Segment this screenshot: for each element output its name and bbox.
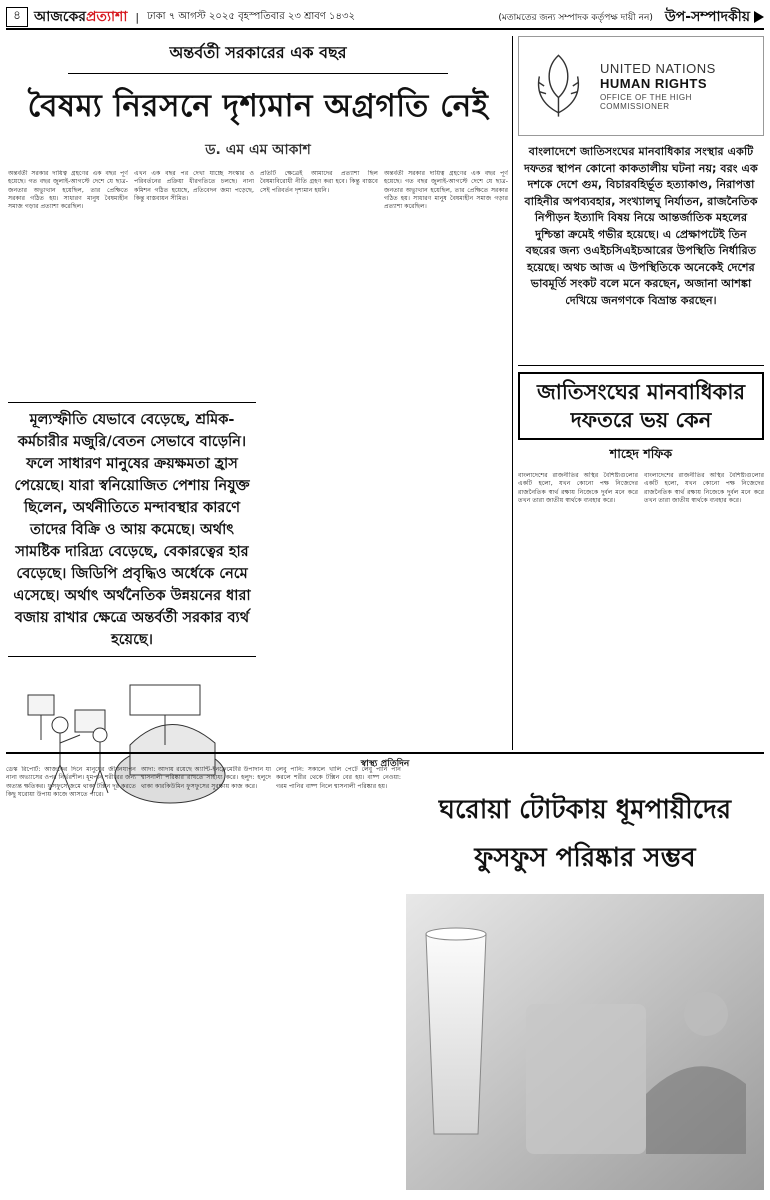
opinion-col-2 (644, 472, 764, 762)
health-headline: ঘরোয়া টোটকায় ধূমপায়ীদের ফুসফুস পরিষ্কার সম্ভব (438, 795, 732, 873)
health-col-2 (141, 766, 271, 1194)
un-logo-line3: OFFICE OF THE HIGH COMMISSIONER (599, 93, 692, 111)
masthead-prefix: আজকের (34, 9, 86, 25)
page-header-bar (6, 6, 764, 30)
masthead-name: প্রত্যাশা (85, 9, 128, 25)
un-logo-line2: HUMAN RIGHTS (599, 76, 708, 91)
opinion-sidebar (518, 36, 764, 750)
health-photo (406, 894, 764, 1190)
article-col4-text: অন্তর্বর্তী সরকার দায়িত্ব গ্রহণের এক বছর পূর্ণ হয়েছে। গত বছর জুলাই-আগস্টে দেশে যে ছাত্র-জনতার অভ্যুত্থান হয়েছিল, তার প্রেক্ষিতে সরকার গঠিত হয়। সাধারণ মানুষ বৈষম্যহীন সমাজ গড়ার প্রত্যাশা করেছিল। (384, 170, 508, 211)
opinion-columns (518, 472, 764, 762)
article-headline: বৈষম্য নিরসনে দৃশ্যমান অগ্রগতি নেই (27, 88, 489, 124)
section-arrow-icon (754, 11, 764, 23)
dateline: ঢাকা ৭ আগস্ট ২০২৫ বৃহস্পতিবার ২৩ শ্রাবণ ১৪৩২ (147, 10, 356, 22)
article-col-2-top (134, 170, 254, 395)
opinion-headline: জাতিসংঘের মানবাধিকার দফতরে ভয় কেন (518, 372, 764, 440)
article-col-4 (384, 170, 508, 770)
health-col2-text: আদা: আদায় রয়েছে অ্যান্টি-ইনফ্লেমেটরি উপাদান যা শ্বাসনালী পরিষ্কার রাখতে সাহায্য করে। হলুদ: হলুদে থাকা কারকিউমিন ফুসফুসের সুরক্ষায় কাজ করে। (141, 766, 271, 790)
health-section-band (6, 752, 764, 769)
health-col-3 (276, 766, 401, 1194)
section-label (665, 5, 764, 29)
newspaper-masthead (34, 5, 127, 29)
article-col3-text: প্রতিটি ক্ষেত্রেই আমাদের প্রত্যাশা ছিল বৈষম্যবিরোধী নীতি গ্রহণ করা হবে। কিন্তু বাস্তবে সেই পরিবর্তন দৃশ্যমান হয়নি। (260, 170, 378, 194)
un-emblem-icon (525, 46, 592, 126)
un-logo-text (600, 61, 757, 111)
article-body-text: অন্তর্বর্তী সরকার দায়িত্ব গ্রহণের এক বছর পূর্ণ হয়েছে। গত বছর জুলাই-আগস্টে দেশে যে ছাত্র-জনতার অভ্যুত্থান হয়েছিল, তার প্রেক্ষিতে সরকার গঠিত হয়। সাধারণ মানুষ বৈষম্যহীন সমাজ গড়ার প্রত্যাশা করেছিল। (8, 170, 128, 211)
article-columns (8, 170, 508, 770)
page-number: ৪ (6, 7, 28, 27)
article-col-1-top (8, 170, 128, 395)
article-col2-text: এখন এক বছর পর দেখা যাচ্ছে সংস্কার ও পরিবর্তনের প্রক্রিয়া ধীরগতিতে চলছে। নানা কমিশন গঠিত হয়েছে, প্রতিবেদন জমা পড়েছে, কিন্তু বাস্তবায়ন সীমিত। (134, 170, 254, 202)
health-col3-text: লেবু পানি: সকালে খালি পেটে লেবু পানি পান করলে শরীর থেকে টক্সিন বের হয়। বাষ্প নেওয়া: গরম পানির বাষ্প নিলে শ্বাসনালী পরিষ্কার হয়। (276, 766, 401, 790)
main-article (8, 36, 508, 750)
opinion-col-1 (518, 472, 638, 762)
article-col-3 (260, 170, 378, 770)
header-separator: | (135, 10, 140, 24)
opinion-lede: বাংলাদেশে জাতিসংঘের মানবাধিকার সংস্থার একটি দফতর স্থাপন কোনো কাকতালীয় ঘটনা নয়; বরং এক দশকে দেশে গুম, বিচারবহির্ভূত হত্যাকাণ্ড, নিরাপত্তা বাহিনীর অপব্যবহার, সংখ্যালঘু নির্যাতন, রাজনৈতিক নিপীড়ন ইত্যাদি বিষয় নিয়ে আন্তর্জাতিক মহলের দুশ্চিন্তা ক্রমেই গভীর হয়েছে। এ প্রেক্ষাপটেই তিন বছরের জন্য ওএইচসিএইচআরের উপস্থিতি নির্ধারিত হয়েছে। অথচ আজ এ উপস্থিতিকে অনেকেই দেশের ভাবমূর্তি সংকট বলে মনে করছেন, অজানা আশঙ্কা দেখিয়ে জনগণকে বিভ্রান্ত করছেন। (518, 136, 764, 366)
un-human-rights-logo (518, 36, 764, 136)
pull-quote: মূল্যস্ফীতি যেভাবে বেড়েছে, শ্রমিক-কর্মচারীর মজুরি/বেতন সেভাবে বাড়েনি। ফলে সাধারণ মানুষের ক্রয়ক্ষমতা হ্রাস পেয়েছে। যারা স্বনিয়োজিত পেশায় নিযুক্ত ছিলেন, অর্থনীতিতে মন্দাবস্থার কারণে তাদের বিক্রি ও আয় কমেছে। অর্থাৎ সামষ্টিক দারিদ্র্য বেড়েছে, বেকারত্বের হার বেড়েছে। জিডিপি প্রবৃদ্ধিও অর্ধেকে নেমে এসেছে। অর্থাৎ অর্থনৈতিক উন্নয়নের ধারা বজায় রাখার ক্ষেত্রে অন্তর্বর্তী সরকার ব্যর্থ হয়েছে। (8, 402, 256, 657)
opinion-col2-text: বাংলাদেশের রাজনীতির অস্থির বৈশিষ্ট্যগুলোর একটি হলো, যখন কোনো পক্ষ নিজেদের রাজনৈতিক স্বার্থ রক্ষায় নিজেকে দুর্বল মনে করে তখন তারা জাতীয় স্বার্থকে ব্যবহার করে। (644, 472, 764, 504)
article-byline: ড. এম এম আকাশ (205, 142, 311, 158)
editorial-disclaimer: (মতামতের জন্য সম্পাদক কর্তৃপক্ষ দায়ী নন) (498, 12, 653, 23)
health-article (6, 766, 764, 1194)
health-col-1 (6, 766, 136, 1194)
article-kicker: অন্তর্বর্তী সরকারের এক বছর (68, 36, 448, 74)
opinion-byline: শাহেদ শফিক (609, 446, 673, 461)
opinion-col1-text: বাংলাদেশের রাজনীতির অস্থির বৈশিষ্ট্যগুলোর একটি হলো, যখন কোনো পক্ষ নিজেদের রাজনৈতিক স্বার্থ রক্ষায় নিজেকে দুর্বল মনে করে তখন তারা জাতীয় স্বার্থকে ব্যবহার করে। (518, 472, 638, 504)
column-divider (512, 36, 513, 750)
health-col1-text: ডেস্ক রিপোর্ট: আজকের দিনে মানুষের জীবনযাপন নানা অভ্যাসের ওপর নির্ভরশীল। ধূমপান শরীরের জন্য অত্যন্ত ক্ষতিকর। ফুসফুসে জমে থাকা টক্সিন দূর করতে কিছু ঘরোয়া উপায় কাজে আসতে পারে। (6, 766, 136, 798)
section-title: উপ-সম্পাদকীয় (664, 9, 750, 25)
health-section-label: স্বাস্থ্য প্রতিদিন (360, 759, 410, 769)
un-logo-line1: UNITED NATIONS (599, 61, 716, 76)
